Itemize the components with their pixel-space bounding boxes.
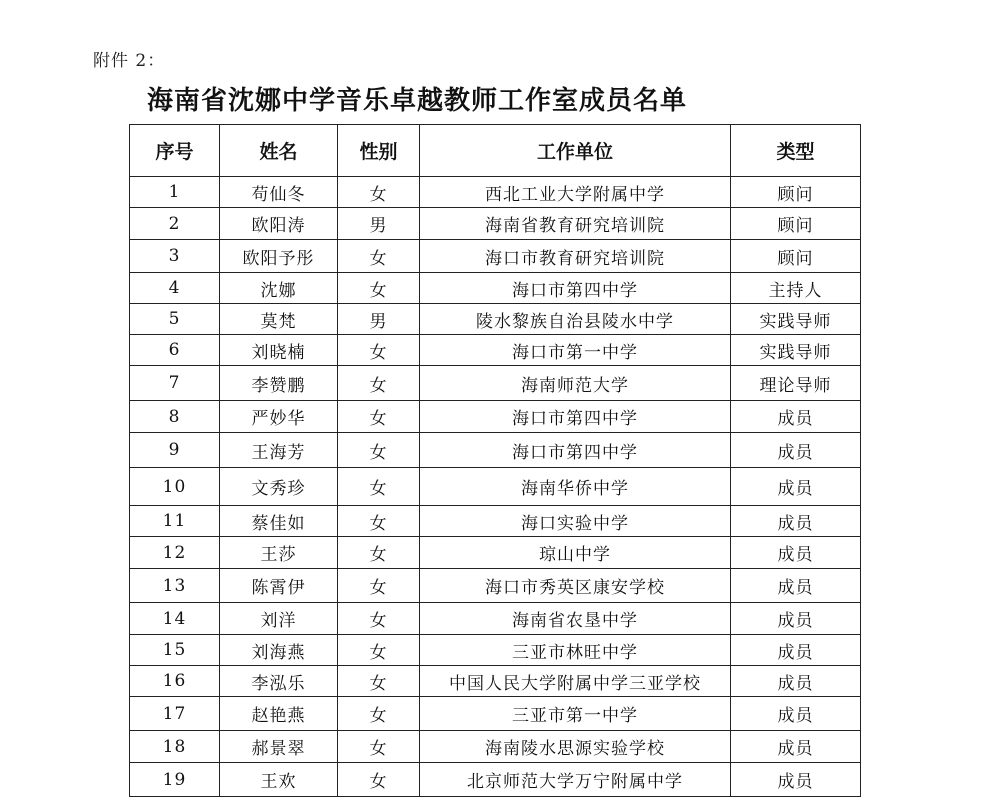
cell-type: 顾问 bbox=[731, 177, 861, 208]
cell-name: 文秀珍 bbox=[220, 468, 338, 506]
cell-name: 王海芳 bbox=[220, 433, 338, 468]
cell-name: 王欢 bbox=[220, 763, 338, 797]
cell-org: 海南华侨中学 bbox=[420, 468, 731, 506]
table-row bbox=[130, 569, 861, 603]
cell-type: 成员 bbox=[731, 468, 861, 506]
cell-name: 王莎 bbox=[220, 537, 338, 569]
table-row bbox=[130, 401, 861, 433]
cell-org: 海口实验中学 bbox=[420, 506, 731, 537]
cell-type: 成员 bbox=[731, 401, 861, 433]
cell-type: 成员 bbox=[731, 697, 861, 731]
cell-name: 蔡佳如 bbox=[220, 506, 338, 537]
cell-no: 1 bbox=[130, 177, 220, 208]
cell-org: 北京师范大学万宁附属中学 bbox=[420, 763, 731, 797]
table-row bbox=[130, 208, 861, 240]
cell-name: 刘洋 bbox=[220, 603, 338, 635]
cell-no: 15 bbox=[130, 635, 220, 666]
cell-gender: 女 bbox=[338, 569, 420, 603]
table-row bbox=[130, 697, 861, 731]
table-row bbox=[130, 731, 861, 763]
cell-type: 成员 bbox=[731, 506, 861, 537]
cell-type: 实践导师 bbox=[731, 304, 861, 335]
cell-no: 4 bbox=[130, 273, 220, 304]
table-row bbox=[130, 335, 861, 366]
member-table bbox=[129, 124, 861, 797]
cell-org: 海口市第四中学 bbox=[420, 273, 731, 304]
cell-gender: 男 bbox=[338, 208, 420, 240]
header-name: 姓名 bbox=[220, 125, 338, 177]
header-no: 序号 bbox=[130, 125, 220, 177]
table-row bbox=[130, 433, 861, 468]
header-gender: 性别 bbox=[338, 125, 420, 177]
cell-org: 海南师范大学 bbox=[420, 366, 731, 401]
cell-org: 海口市第一中学 bbox=[420, 335, 731, 366]
cell-no: 12 bbox=[130, 537, 220, 569]
cell-name: 刘海燕 bbox=[220, 635, 338, 666]
table-row bbox=[130, 666, 861, 697]
table-row bbox=[130, 506, 861, 537]
table-row bbox=[130, 468, 861, 506]
cell-gender: 女 bbox=[338, 603, 420, 635]
cell-type: 成员 bbox=[731, 731, 861, 763]
cell-no: 6 bbox=[130, 335, 220, 366]
cell-no: 18 bbox=[130, 731, 220, 763]
table-row bbox=[130, 304, 861, 335]
cell-org: 海口市第四中学 bbox=[420, 433, 731, 468]
cell-gender: 男 bbox=[338, 304, 420, 335]
cell-org: 中国人民大学附属中学三亚学校 bbox=[420, 666, 731, 697]
cell-name: 李泓乐 bbox=[220, 666, 338, 697]
cell-org: 西北工业大学附属中学 bbox=[420, 177, 731, 208]
cell-gender: 女 bbox=[338, 366, 420, 401]
attachment-label: 附件 2： bbox=[93, 51, 166, 71]
page-title: 海南省沈娜中学音乐卓越教师工作室成员名单 bbox=[147, 86, 688, 116]
cell-type: 成员 bbox=[731, 537, 861, 569]
cell-no: 16 bbox=[130, 666, 220, 697]
cell-no: 2 bbox=[130, 208, 220, 240]
cell-no: 19 bbox=[130, 763, 220, 797]
header-type: 类型 bbox=[731, 125, 861, 177]
cell-org: 海口市第四中学 bbox=[420, 401, 731, 433]
cell-no: 17 bbox=[130, 697, 220, 731]
cell-name: 欧阳予彤 bbox=[220, 240, 338, 273]
cell-org: 海南陵水思源实验学校 bbox=[420, 731, 731, 763]
cell-org: 三亚市林旺中学 bbox=[420, 635, 731, 666]
cell-type: 成员 bbox=[731, 635, 861, 666]
table-row bbox=[130, 240, 861, 273]
cell-gender: 女 bbox=[338, 506, 420, 537]
cell-type: 成员 bbox=[731, 603, 861, 635]
table-row bbox=[130, 635, 861, 666]
cell-org: 海南省教育研究培训院 bbox=[420, 208, 731, 240]
cell-gender: 女 bbox=[338, 763, 420, 797]
cell-gender: 女 bbox=[338, 240, 420, 273]
cell-org: 海南省农垦中学 bbox=[420, 603, 731, 635]
cell-type: 成员 bbox=[731, 763, 861, 797]
cell-gender: 女 bbox=[338, 697, 420, 731]
cell-name: 李赞鹏 bbox=[220, 366, 338, 401]
table-body bbox=[130, 177, 861, 797]
cell-no: 5 bbox=[130, 304, 220, 335]
cell-type: 顾问 bbox=[731, 208, 861, 240]
cell-org: 琼山中学 bbox=[420, 537, 731, 569]
cell-gender: 女 bbox=[338, 335, 420, 366]
cell-gender: 女 bbox=[338, 468, 420, 506]
cell-name: 郝景翠 bbox=[220, 731, 338, 763]
cell-no: 3 bbox=[130, 240, 220, 273]
cell-name: 陈霄伊 bbox=[220, 569, 338, 603]
cell-org: 三亚市第一中学 bbox=[420, 697, 731, 731]
cell-type: 成员 bbox=[731, 433, 861, 468]
table-row bbox=[130, 177, 861, 208]
cell-gender: 女 bbox=[338, 666, 420, 697]
cell-name: 欧阳涛 bbox=[220, 208, 338, 240]
header-org: 工作单位 bbox=[420, 125, 731, 177]
cell-gender: 女 bbox=[338, 177, 420, 208]
cell-gender: 女 bbox=[338, 401, 420, 433]
cell-name: 沈娜 bbox=[220, 273, 338, 304]
cell-gender: 女 bbox=[338, 537, 420, 569]
cell-type: 主持人 bbox=[731, 273, 861, 304]
cell-gender: 女 bbox=[338, 273, 420, 304]
cell-type: 成员 bbox=[731, 569, 861, 603]
cell-org: 海口市秀英区康安学校 bbox=[420, 569, 731, 603]
cell-type: 实践导师 bbox=[731, 335, 861, 366]
cell-gender: 女 bbox=[338, 433, 420, 468]
cell-name: 严妙华 bbox=[220, 401, 338, 433]
table-row bbox=[130, 366, 861, 401]
cell-type: 顾问 bbox=[731, 240, 861, 273]
cell-no: 10 bbox=[130, 468, 220, 506]
cell-name: 刘晓楠 bbox=[220, 335, 338, 366]
cell-name: 莫梵 bbox=[220, 304, 338, 335]
cell-name: 赵艳燕 bbox=[220, 697, 338, 731]
cell-org: 海口市教育研究培训院 bbox=[420, 240, 731, 273]
cell-type: 成员 bbox=[731, 666, 861, 697]
cell-no: 11 bbox=[130, 506, 220, 537]
cell-gender: 女 bbox=[338, 731, 420, 763]
cell-no: 14 bbox=[130, 603, 220, 635]
cell-no: 9 bbox=[130, 433, 220, 468]
cell-no: 7 bbox=[130, 366, 220, 401]
table-row bbox=[130, 603, 861, 635]
cell-no: 13 bbox=[130, 569, 220, 603]
table-header-row bbox=[130, 125, 861, 177]
cell-org: 陵水黎族自治县陵水中学 bbox=[420, 304, 731, 335]
cell-type: 理论导师 bbox=[731, 366, 861, 401]
table-row bbox=[130, 273, 861, 304]
cell-name: 苟仙冬 bbox=[220, 177, 338, 208]
cell-gender: 女 bbox=[338, 635, 420, 666]
cell-no: 8 bbox=[130, 401, 220, 433]
table-row bbox=[130, 763, 861, 797]
table-row bbox=[130, 537, 861, 569]
